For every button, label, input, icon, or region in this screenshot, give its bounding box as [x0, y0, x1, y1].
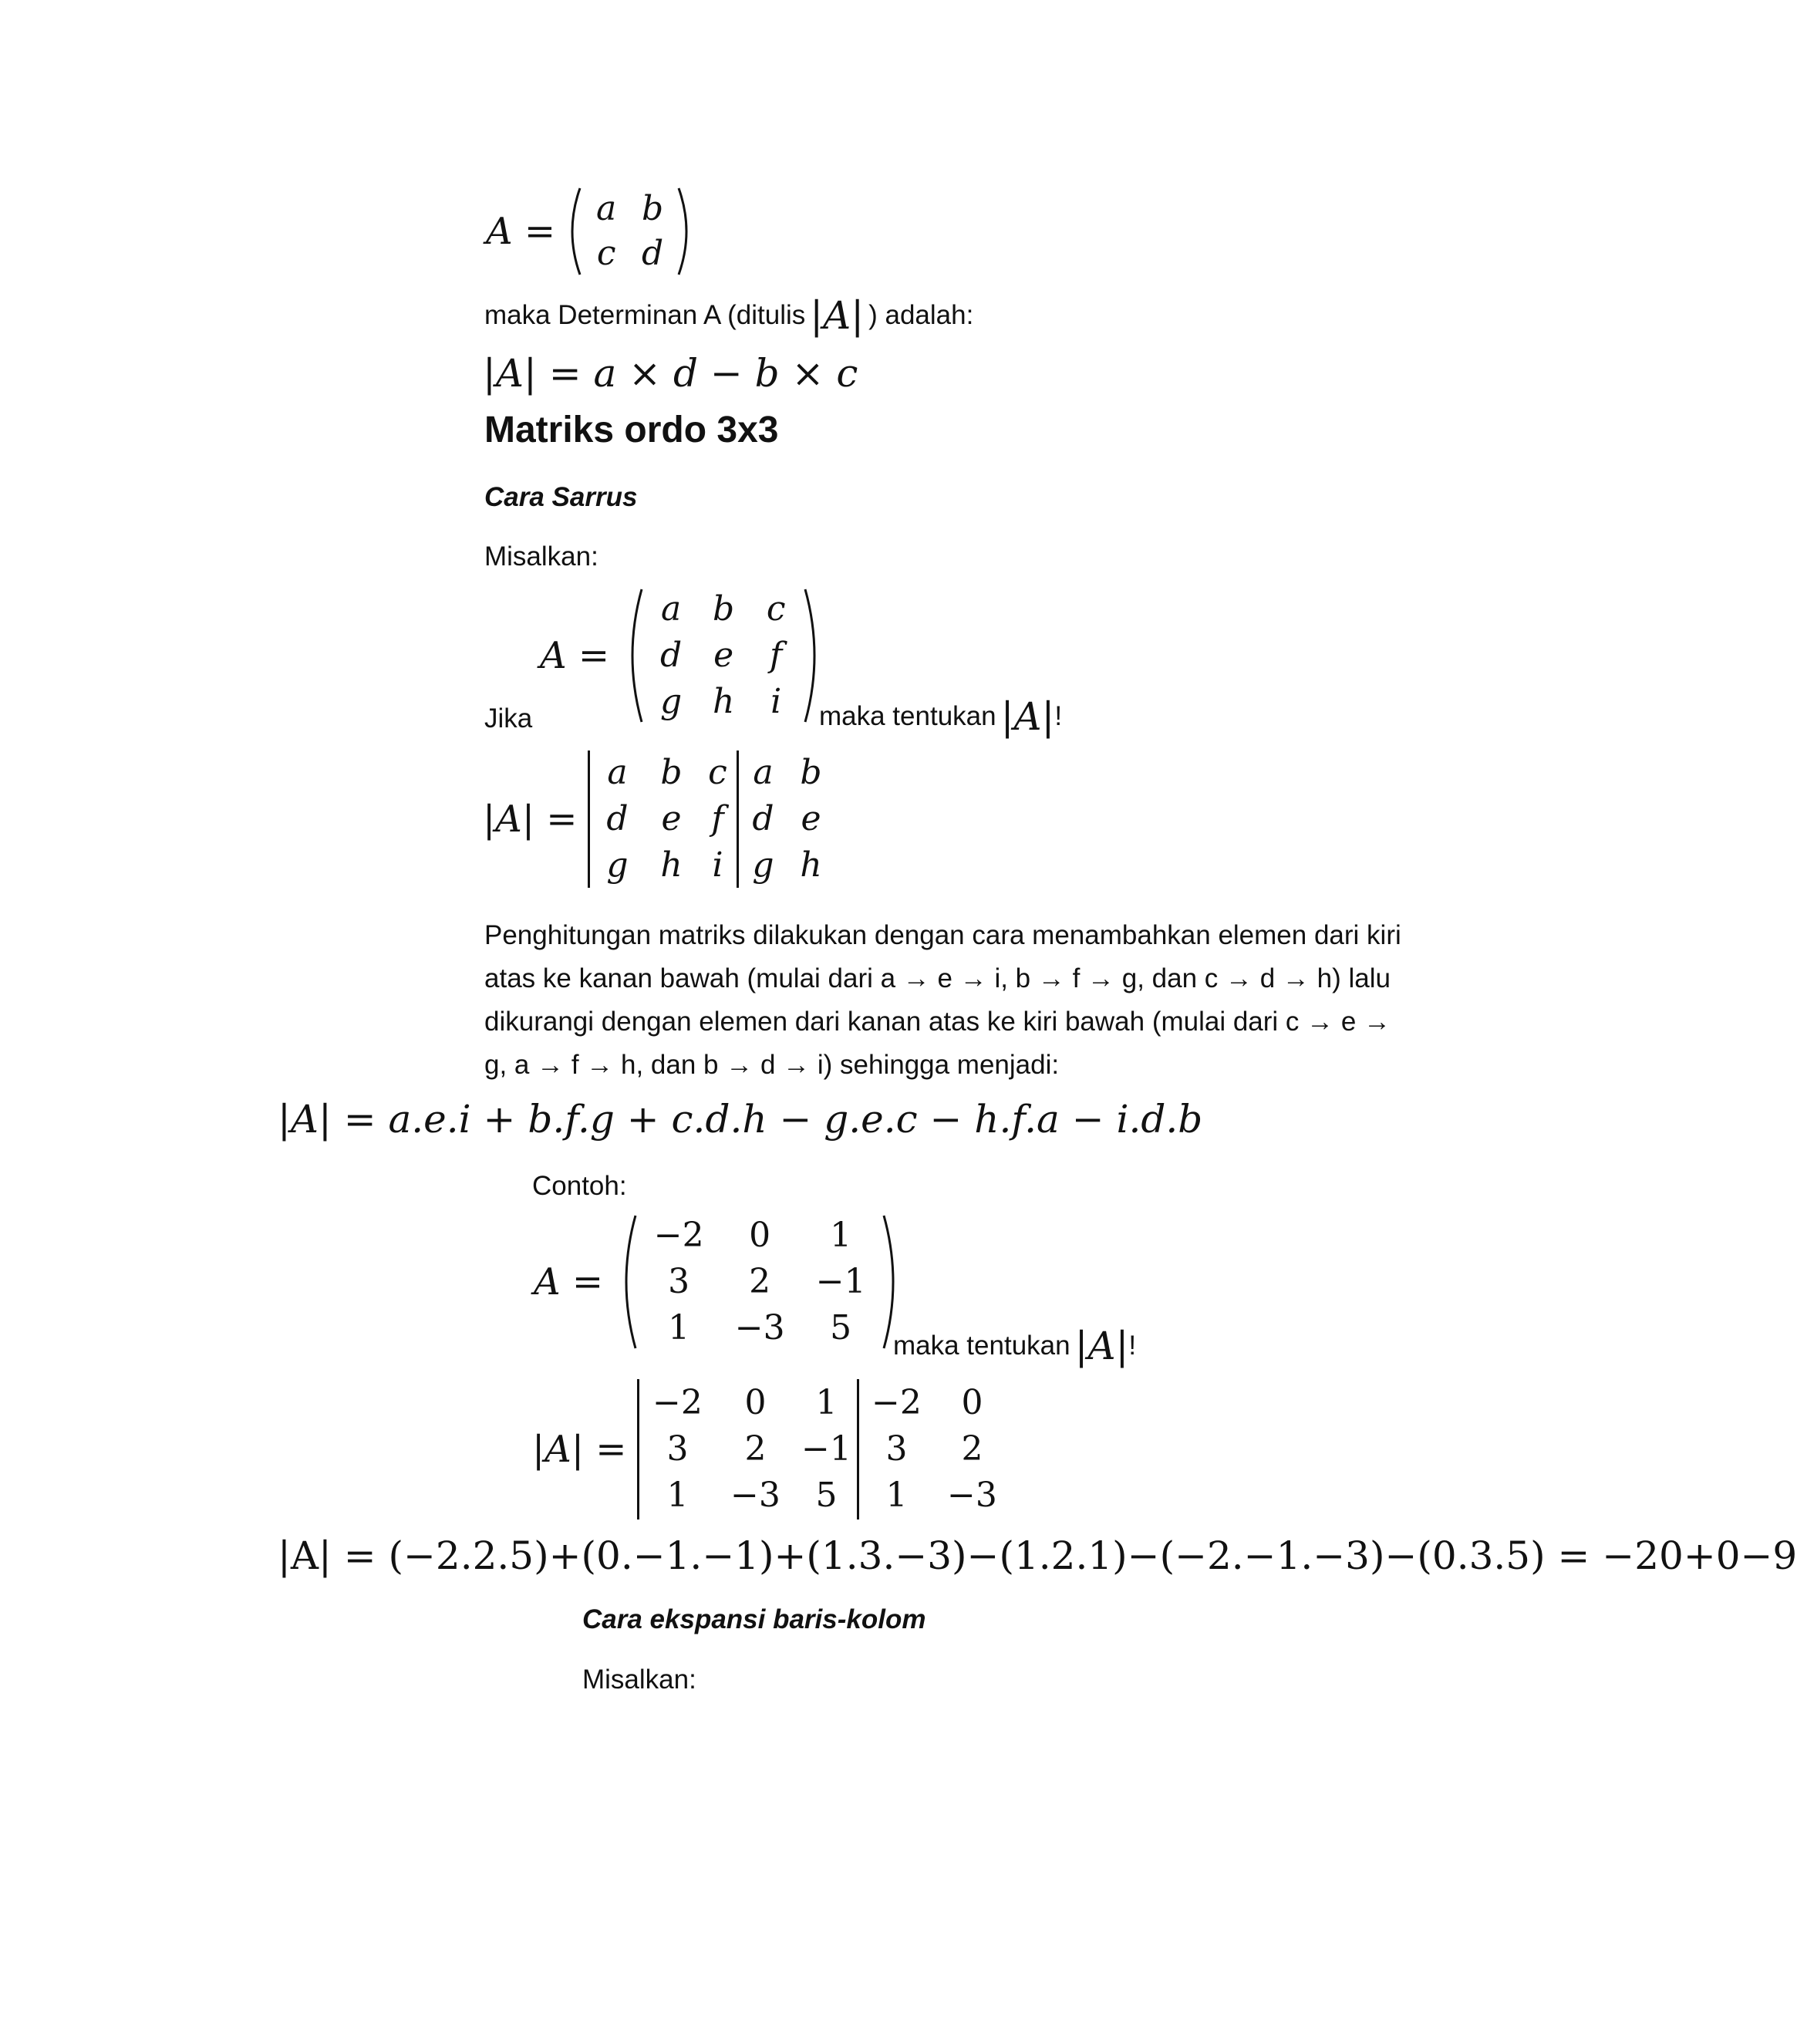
contoh-label: Contoh: [532, 1171, 627, 1201]
matrix-cell: −3 [734, 1308, 785, 1347]
matrix-cell: −1 [815, 1262, 866, 1301]
matrix-cell: 1 [830, 1216, 852, 1255]
matrix-cell: 1 [815, 1383, 838, 1422]
sarrus-title: Cara Sarrus [484, 482, 638, 512]
sarrus-expanded-determinant [483, 750, 834, 889]
tentukan-text: maka tentukan [893, 1331, 1070, 1361]
matrix-3x3-cells [645, 586, 802, 725]
determinant-intro-line [484, 293, 973, 338]
tentukan-text: maka tentukan [819, 701, 996, 731]
matrix-cell: f [769, 636, 783, 675]
example-result-container [278, 1533, 1797, 1578]
sarrus-extra-cells [739, 750, 834, 889]
matrix-cell: g [606, 845, 629, 885]
matrix-cell: g [660, 682, 683, 721]
matrix-cell: a [607, 753, 628, 792]
matrix-cell: −2 [653, 1216, 704, 1255]
sarrus-formula: |A| = a.e.i + b.f.g + c.d.h − g.e.c − h.f.a − i.d.b [278, 1097, 1203, 1142]
matrix-cell: e [713, 636, 734, 675]
matrix-cell: 0 [744, 1383, 767, 1422]
matrix-cell: c [708, 753, 727, 792]
heading-matriks-3x3: Matriks ordo 3x3 [484, 410, 779, 450]
matrix-cell: 5 [815, 1476, 838, 1515]
matrix-cell: b [642, 189, 664, 228]
determinant-intro-text: maka Determinan A (ditulis [484, 300, 806, 330]
matrix-lhs: A = [486, 210, 556, 253]
determinant-symbol: |A| [1074, 1324, 1129, 1368]
matrix-cell: a [596, 189, 617, 228]
matrix-cell: 1 [666, 1476, 689, 1515]
matrix-cell: 5 [830, 1308, 852, 1347]
example-expanded-determinant [532, 1379, 1010, 1520]
ekspansi-title: Cara ekspansi baris-kolom [582, 1604, 926, 1634]
matrix-cell: e [661, 799, 682, 838]
determinant-symbol: |A| [810, 293, 865, 338]
example-matrix-cells [639, 1213, 881, 1351]
left-paren-icon [622, 586, 645, 725]
matrix-cell: 0 [749, 1216, 771, 1255]
matrix-cell: 2 [744, 1429, 767, 1469]
matrix-cell: g [752, 845, 774, 885]
jika-label: Jika [484, 703, 533, 734]
matrix-2x2-cells [583, 187, 676, 276]
example-result-formula: |A| = (−2.2.5)+(0.−1.−1)+(1.3.−3)−(1.2.1)−(−2.−1.−3)−(0.3.5) = −20+0−9 [278, 1533, 1797, 1578]
misalkan-label: Misalkan: [484, 541, 598, 572]
matrix-cell: i [712, 845, 723, 885]
matrix-cell: 1 [885, 1476, 908, 1515]
right-paren-icon [676, 185, 696, 278]
matrix-cell: 1 [668, 1308, 690, 1347]
matrix-cell: b [660, 753, 683, 792]
matrix-cell: d [642, 234, 664, 273]
matrix-cell: −1 [801, 1429, 851, 1469]
tentukan-line-1 [819, 694, 1062, 739]
exclamation: ! [1128, 1331, 1137, 1361]
matrix-cell: −3 [947, 1476, 997, 1515]
matrix-cell: b [800, 753, 822, 792]
sarrus-main-cells [590, 750, 737, 889]
matrix-cell: −3 [730, 1476, 780, 1515]
matrix-cell: 0 [961, 1383, 983, 1422]
matrix-cell: 2 [749, 1262, 771, 1301]
determinant-lhs: |A| = [532, 1428, 627, 1471]
matrix-cell: h [712, 682, 735, 721]
matrix-cell: 2 [961, 1429, 983, 1469]
left-paren-icon [615, 1213, 639, 1351]
matrix-cell: 3 [666, 1429, 689, 1469]
matrix-cell: d [752, 799, 774, 838]
matrix-cell: a [661, 589, 682, 629]
matrix-cell: f [711, 799, 724, 838]
determinant-intro-suffix: ) adalah: [868, 300, 974, 330]
matrix-cell: −2 [872, 1383, 922, 1422]
matrix-cell: i [770, 682, 782, 721]
matrix-lhs: A = [540, 634, 610, 677]
matrix-cell: c [766, 589, 786, 629]
left-paren-icon [563, 185, 583, 278]
example-main-cells [639, 1380, 857, 1519]
example-matrix [534, 1213, 904, 1351]
matrix-cell: 3 [668, 1262, 690, 1301]
matrix-cell: d [606, 799, 629, 838]
example-extra-cells [859, 1380, 1010, 1519]
tentukan-line-2 [893, 1324, 1136, 1368]
matrix-lhs: A = [534, 1260, 604, 1304]
determinant-symbol: |A| [1000, 694, 1055, 739]
sarrus-explanation-paragraph: Penghitungan matriks dilakukan dengan cara menambahkan elemen dari kiri atas ke kanan bawah (mulai dari a → e → i, b → f → g, dan c → d → h) lalu dikurangi dengan elemen dari kanan atas ke kiri bawah (mulai dari c → e → g, a → f → h, dan b → d → i) sehingga menjadi: [484, 920, 1401, 1080]
determinant-lhs: |A| = [483, 798, 578, 841]
matrix-cell: c [596, 234, 616, 273]
matrix-cell: d [660, 636, 683, 675]
matrix-cell: h [660, 845, 683, 885]
matrix-cell: 3 [885, 1429, 908, 1469]
matrix-cell: a [753, 753, 774, 792]
matrix-cell: b [713, 589, 735, 629]
matrix-2x2-definition [486, 185, 696, 278]
misalkan-label-2: Misalkan: [582, 1665, 696, 1695]
matrix-cell: e [801, 799, 821, 838]
matrix-3x3-definition [540, 586, 825, 725]
matrix-cell: −2 [652, 1383, 703, 1422]
formula-2x2: |A| = a × d − b × c [483, 351, 858, 396]
exclamation: ! [1054, 701, 1063, 731]
matrix-cell: h [800, 845, 822, 885]
